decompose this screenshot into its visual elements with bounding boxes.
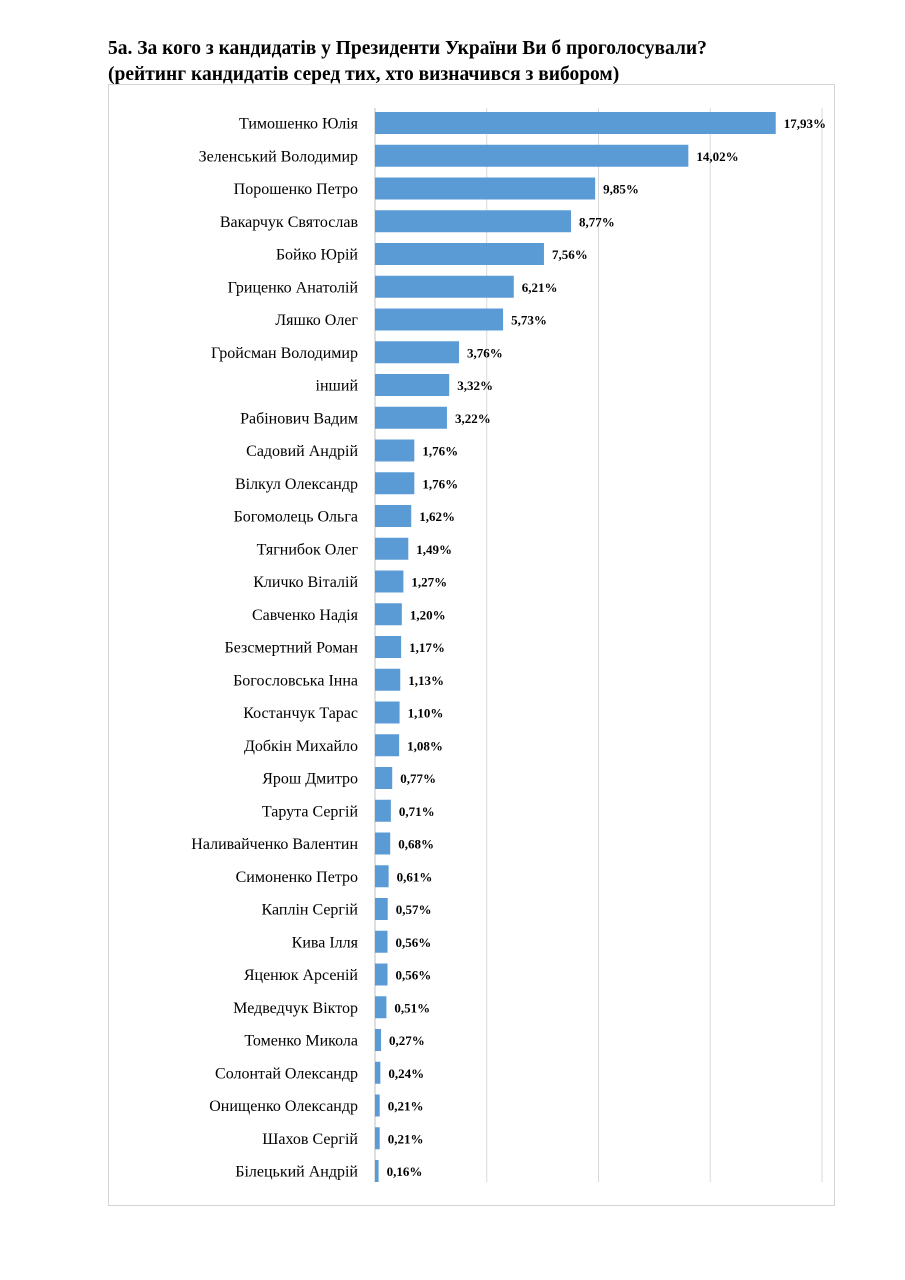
- data-label: 0,56%: [395, 934, 432, 950]
- category-label: Вілкул Олександр: [234, 475, 358, 493]
- bar: [375, 178, 595, 200]
- data-label: 0,21%: [387, 1131, 424, 1147]
- bar: [375, 440, 414, 462]
- data-label: 0,61%: [396, 869, 433, 885]
- data-label: 1,13%: [408, 672, 445, 688]
- data-label: 1,17%: [409, 640, 445, 655]
- category-label: Гройсман Володимир: [211, 344, 358, 362]
- data-label: 3,32%: [457, 378, 493, 393]
- data-label: 0,21%: [387, 1098, 424, 1114]
- data-label: 1,62%: [419, 509, 455, 524]
- bar: [375, 898, 388, 920]
- bar: [375, 243, 544, 265]
- bar: [375, 1095, 380, 1117]
- bar: [375, 996, 386, 1018]
- bar: [375, 702, 400, 724]
- bar: [375, 636, 401, 658]
- data-label: 1,76%: [422, 443, 459, 459]
- data-label: 0,77%: [400, 771, 436, 786]
- category-label: Медведчук Віктор: [233, 999, 358, 1017]
- category-label: Каплін Сергій: [261, 901, 358, 919]
- category-label: Онищенко Олександр: [209, 1098, 358, 1115]
- data-label: 3,76%: [467, 345, 503, 361]
- bar: [375, 407, 447, 429]
- data-label: 8,77%: [579, 214, 615, 230]
- data-label: 0,71%: [398, 803, 435, 819]
- category-label: Шахов Сергій: [262, 1130, 358, 1148]
- data-label: 0,68%: [398, 836, 434, 852]
- category-label: Савченко Надія: [252, 606, 358, 624]
- category-label: Бойко Юрій: [275, 246, 358, 264]
- category-label: Костанчук Тарас: [243, 705, 358, 722]
- chart-title-line-2: (рейтинг кандидатів серед тих, хто визначився з вибором): [108, 64, 620, 85]
- data-label: 0,24%: [388, 1065, 425, 1081]
- category-label: Зеленський Володимир: [198, 148, 358, 166]
- category-label: Вакарчук Святослав: [219, 213, 358, 231]
- data-label: 3,22%: [454, 410, 491, 426]
- data-label: 1,10%: [407, 705, 444, 721]
- data-label: 1,76%: [422, 476, 459, 492]
- data-label: 0,51%: [394, 1000, 431, 1016]
- bar: [375, 210, 571, 232]
- bar: [375, 374, 449, 396]
- category-label: Гриценко Анатолій: [227, 279, 358, 297]
- data-label: 0,16%: [386, 1164, 423, 1179]
- category-label: Яценюк Арсеній: [243, 967, 358, 984]
- category-label: Симоненко Петро: [235, 868, 358, 886]
- data-label: 7,56%: [551, 247, 588, 262]
- data-label: 17,93%: [783, 116, 826, 131]
- bar: [375, 1029, 381, 1051]
- category-label: інший: [315, 377, 358, 395]
- category-label: Рабінович Вадим: [240, 410, 358, 428]
- bar: [375, 964, 388, 986]
- category-label: Солонтай Олександр: [215, 1065, 358, 1083]
- category-label: Томенко Микола: [244, 1032, 358, 1050]
- bar: [375, 833, 390, 855]
- bar: [375, 472, 414, 494]
- chart-title-line-1: 5а. За кого з кандидатів у Президенти України Ви б проголосували?: [108, 38, 707, 59]
- category-label: Безсмертний Роман: [224, 639, 358, 657]
- data-label: 14,02%: [696, 148, 739, 164]
- bar: [375, 603, 402, 625]
- data-label: 6,21%: [521, 279, 558, 295]
- bar: [375, 1062, 380, 1084]
- category-label: Добкін Михайло: [243, 737, 358, 755]
- bar: [375, 276, 514, 298]
- data-label: 1,20%: [409, 607, 446, 623]
- category-label: Тягнибок Олег: [256, 541, 358, 559]
- category-label: Тимошенко Юлія: [238, 115, 358, 133]
- bar: [375, 800, 391, 822]
- data-label: 5,73%: [511, 312, 547, 328]
- bar: [375, 669, 400, 691]
- data-label: 0,27%: [389, 1033, 425, 1048]
- data-label: 9,85%: [603, 181, 639, 197]
- data-label: 1,27%: [411, 574, 448, 590]
- bar: [375, 767, 392, 789]
- bar: [375, 112, 776, 134]
- bar: [375, 309, 503, 331]
- bar: [375, 538, 408, 560]
- category-label: Тарута Сергій: [261, 803, 358, 821]
- bar: [375, 1160, 379, 1182]
- bar: [375, 571, 403, 593]
- data-label: 0,57%: [395, 902, 432, 917]
- bar: [375, 865, 389, 887]
- data-label: 1,49%: [416, 541, 453, 557]
- category-label: Богословська Інна: [233, 672, 358, 690]
- category-label: Білецький Андрій: [235, 1163, 358, 1181]
- category-label: Ярош Дмитро: [262, 770, 358, 788]
- bar: [375, 734, 399, 756]
- data-label: 0,56%: [395, 967, 432, 983]
- category-label: Наливайченко Валентин: [191, 836, 358, 853]
- category-label: Порошенко Петро: [233, 181, 358, 198]
- data-label: 1,08%: [407, 738, 443, 754]
- bar: [375, 505, 411, 527]
- bar: [375, 145, 688, 167]
- bar: [375, 1127, 380, 1149]
- category-label: Кличко Віталій: [253, 574, 358, 591]
- category-label: Богомолець Ольга: [233, 508, 358, 526]
- category-label: Ляшко Олег: [275, 312, 358, 329]
- bar: [375, 931, 388, 953]
- category-label: Садовий Андрій: [246, 443, 358, 460]
- category-label: Кива Ілля: [291, 934, 358, 952]
- bar: [375, 341, 459, 363]
